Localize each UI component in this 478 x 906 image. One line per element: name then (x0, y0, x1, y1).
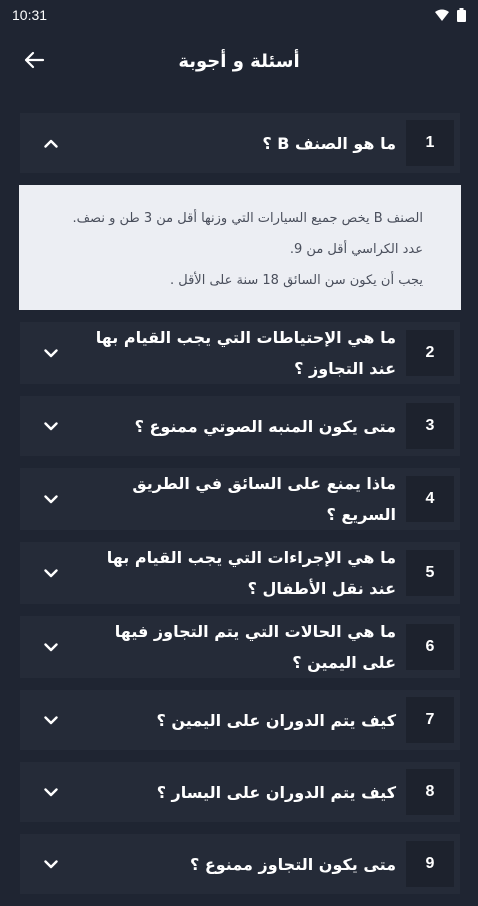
back-button[interactable] (18, 44, 50, 76)
faq-number: 8 (406, 769, 454, 815)
faq-item[interactable] (20, 616, 460, 678)
faq-question: ما هي الحالات التي يتم التجاوز فيها على اليمين ؟ (114, 622, 396, 672)
faq-question: كيف يتم الدوران على اليمين ؟ (156, 710, 396, 730)
faq-question: ما هو الصنف B ؟ (262, 133, 396, 153)
faq-number: 9 (406, 841, 454, 887)
answer-line: يجب أن يكون سن السائق 18 سنة على الأقل . (169, 273, 423, 288)
chevron-down-icon (44, 349, 58, 358)
expand-toggle[interactable] (20, 643, 82, 652)
chevron-down-icon (44, 643, 58, 652)
faq-question: ما هي الإجراءات التي يجب القيام بها عند نقل الأطفال ؟ (106, 548, 396, 598)
faq-question: ما هي الإحتياطات التي يجب القيام بها عند التجاوز ؟ (95, 328, 396, 378)
faq-item[interactable] (20, 113, 460, 173)
faq-list (20, 113, 460, 906)
expand-toggle[interactable] (20, 495, 82, 504)
status-bar (0, 0, 478, 30)
faq-item[interactable] (20, 690, 460, 750)
faq-number: 3 (406, 403, 454, 449)
faq-item[interactable] (20, 322, 460, 384)
faq-item[interactable] (20, 834, 460, 894)
faq-number: 5 (406, 550, 454, 596)
collapse-toggle[interactable] (20, 139, 82, 148)
wifi-icon (435, 9, 449, 21)
arrow-left-icon (23, 49, 45, 71)
status-time: 10:31 (12, 7, 48, 23)
chevron-down-icon (44, 569, 58, 578)
chevron-up-icon (44, 139, 58, 148)
chevron-down-icon (44, 422, 58, 431)
faq-item[interactable] (20, 542, 460, 604)
expand-toggle[interactable] (20, 716, 82, 725)
faq-question: متى يكون التجاوز ممنوع ؟ (189, 854, 396, 874)
faq-question: متى يكون المنبه الصوتي ممنوع ؟ (134, 416, 396, 436)
answer-line: الصنف B يخص جميع السيارات التي وزنها أقل من 3 طن و نصف. (72, 211, 423, 226)
chevron-down-icon (44, 860, 58, 869)
chevron-down-icon (44, 716, 58, 725)
page-title: أسئلة و أجوبة (178, 50, 300, 72)
app-bar (0, 30, 478, 92)
faq-question: ماذا يمنع على السائق في الطريق السريع ؟ (132, 474, 396, 524)
expand-toggle[interactable] (20, 422, 82, 431)
status-icons (435, 8, 466, 22)
faq-number: 6 (406, 624, 454, 670)
faq-number: 1 (406, 120, 454, 166)
expand-toggle[interactable] (20, 569, 82, 578)
faq-item[interactable] (20, 762, 460, 822)
chevron-down-icon (44, 788, 58, 797)
faq-answer (19, 185, 461, 310)
expand-toggle[interactable] (20, 860, 82, 869)
battery-icon (457, 8, 466, 22)
faq-item[interactable] (20, 468, 460, 530)
faq-number: 4 (406, 476, 454, 522)
expand-toggle[interactable] (20, 788, 82, 797)
expand-toggle[interactable] (20, 349, 82, 358)
faq-number: 7 (406, 697, 454, 743)
chevron-down-icon (44, 495, 58, 504)
answer-line: عدد الكراسي أقل من 9. (289, 242, 423, 257)
faq-item[interactable] (20, 396, 460, 456)
faq-number: 2 (406, 330, 454, 376)
faq-question: كيف يتم الدوران على اليسار ؟ (156, 782, 396, 802)
